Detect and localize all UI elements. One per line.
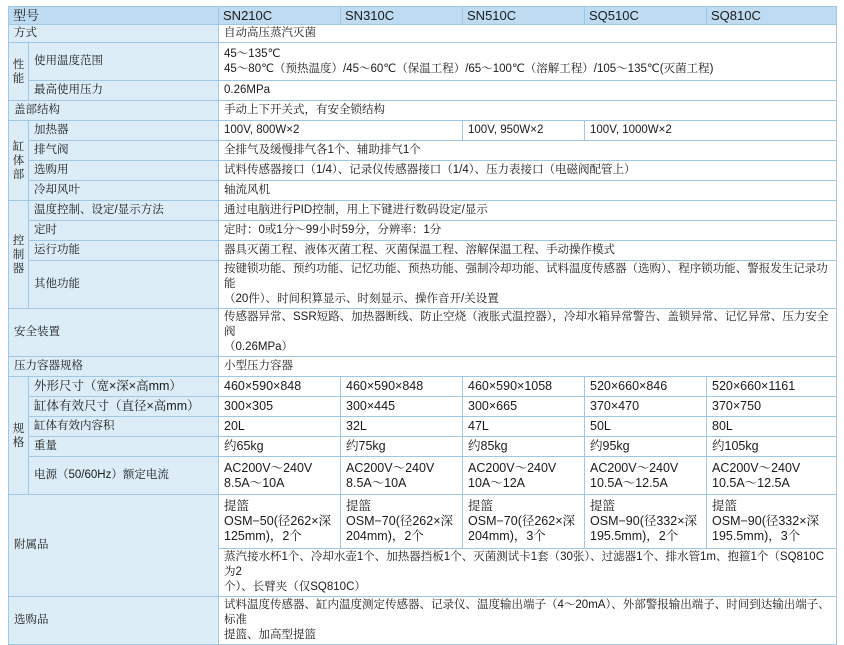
lid-value: 手动上下开关式，有安全锁结构 bbox=[219, 101, 837, 121]
basket-sq810c bbox=[707, 495, 837, 549]
basket-title: 提篮 bbox=[468, 499, 494, 513]
power-current: 8.5A～10A bbox=[346, 475, 407, 490]
basket-model: OSM−90(径332×深 bbox=[590, 514, 698, 528]
basket-qty: 125mm)，2个 bbox=[224, 529, 302, 543]
row-volume bbox=[9, 417, 837, 437]
timer-label: 定时 bbox=[29, 221, 219, 241]
row-temp-range bbox=[9, 43, 837, 81]
volume-sq810c: 80L bbox=[707, 417, 837, 437]
weight-label: 重量 bbox=[29, 437, 219, 457]
row-lid bbox=[9, 101, 837, 121]
timer-value: 定时：0或1分～99小时59分，分辨率：1分 bbox=[219, 221, 837, 241]
row-options bbox=[9, 597, 837, 645]
power-current: 10.5A～12.5A bbox=[590, 475, 668, 490]
temp-control-value: 通过电脑进行PID控制，用上下键进行数码设定/显示 bbox=[219, 201, 837, 221]
basket-title: 提篮 bbox=[224, 499, 250, 513]
dimensions-sn510c: 460×590×1058 bbox=[463, 377, 585, 397]
power-sq810c bbox=[707, 457, 837, 495]
dimensions-label: 外形尺寸（宽×深×高mm） bbox=[29, 377, 219, 397]
model-sq510c: SQ510C bbox=[585, 7, 707, 25]
group-controller: 控制器 bbox=[9, 201, 29, 309]
volume-sn210c: 20L bbox=[219, 417, 341, 437]
basket-model: OSM−50(径262×深 bbox=[224, 514, 332, 528]
header-label: 型号 bbox=[9, 7, 219, 25]
temp-range-value bbox=[219, 43, 837, 81]
temp-range-label: 使用温度范围 bbox=[29, 43, 219, 81]
row-chamber-size bbox=[9, 397, 837, 417]
vessel-value: 小型压力容器 bbox=[219, 357, 837, 377]
row-fan bbox=[9, 181, 837, 201]
other-line1: 按键锁功能、预约功能、记忆功能、预热功能、强制冷却功能、试料温度传感器（选购）、程序锁功能、警报发生记录功能 bbox=[224, 263, 828, 290]
other-line2: （20件）、时间积算显示、时刻显示、操作音开/关设置 bbox=[224, 293, 499, 305]
chamber-size-sq510c: 370×470 bbox=[585, 397, 707, 417]
basket-qty: 204mm)，3个 bbox=[468, 529, 546, 543]
max-pressure-label: 最高使用压力 bbox=[29, 81, 219, 101]
heater-value-sn510: 100V, 950W×2 bbox=[463, 121, 585, 141]
power-voltage: AC200V～240V bbox=[590, 460, 679, 475]
row-other-functions bbox=[9, 261, 837, 309]
volume-label: 缸体有效内容积 bbox=[29, 417, 219, 437]
power-current: 10A～12A bbox=[468, 475, 525, 490]
optional-value: 试料传感器接口（1/4）、记录仪传感器接口（1/4）、压力表接口（电磁阀配管上） bbox=[219, 161, 837, 181]
weight-sq810c: 约105kg bbox=[707, 437, 837, 457]
options-value bbox=[219, 597, 837, 645]
temp-range-line2: 45～80℃（预热温度）/45～60℃（保温工程）/65～100℃（溶解工程）/105～135℃(灭菌工程) bbox=[224, 62, 714, 75]
accessories-line2: 个）、长臂夹（仅SQ810C） bbox=[224, 581, 366, 593]
dimensions-sq510c: 520×660×846 bbox=[585, 377, 707, 397]
chamber-size-sn310c: 300×445 bbox=[341, 397, 463, 417]
accessories-line1: 蒸汽接水杯1个、冷却水壶1个、加热器挡板1个、灭菌测试卡1套（30张）、过滤器1个、排水管1m、抱箍1个（SQ810C为2 bbox=[224, 551, 825, 578]
row-max-pressure bbox=[9, 81, 837, 101]
volume-sn310c: 32L bbox=[341, 417, 463, 437]
exhaust-label: 排气阀 bbox=[29, 141, 219, 161]
options-line1: 试料温度传感器、缸内温度测定传感器、记录仪、温度输出端子（4～20mA）、外部警报输出端子、时间到达输出端子、标准 bbox=[224, 599, 830, 626]
power-voltage: AC200V～240V bbox=[712, 460, 801, 475]
vessel-label: 压力容器规格 bbox=[9, 357, 219, 377]
header-row bbox=[9, 7, 837, 25]
weight-sn210c: 约65kg bbox=[219, 437, 341, 457]
basket-model: OSM−70(径262×深 bbox=[346, 514, 454, 528]
method-label: 方式 bbox=[9, 25, 219, 43]
basket-sn510c bbox=[463, 495, 585, 549]
row-vessel bbox=[9, 357, 837, 377]
row-accessories-baskets bbox=[9, 495, 837, 549]
row-safety bbox=[9, 309, 837, 357]
row-run-functions bbox=[9, 241, 837, 261]
chamber-size-label: 缸体有效尺寸（直径×高mm） bbox=[29, 397, 219, 417]
fan-value: 轴流风机 bbox=[219, 181, 837, 201]
heater-value-sq: 100V, 1000W×2 bbox=[585, 121, 837, 141]
basket-title: 提篮 bbox=[590, 499, 616, 513]
basket-qty: 195.5mm)，3个 bbox=[712, 529, 801, 543]
model-sn510c: SN510C bbox=[463, 7, 585, 25]
power-sn310c bbox=[341, 457, 463, 495]
accessories-common bbox=[219, 549, 837, 597]
group-performance: 性能 bbox=[9, 43, 29, 101]
exhaust-value: 全排气及缓慢排气各1个、辅助排气1个 bbox=[219, 141, 837, 161]
row-heater bbox=[9, 121, 837, 141]
row-power bbox=[9, 457, 837, 495]
model-sq810c: SQ810C bbox=[707, 7, 837, 25]
spec-table bbox=[8, 6, 837, 645]
options-label: 选购品 bbox=[9, 597, 219, 645]
power-current: 8.5A～10A bbox=[224, 475, 285, 490]
volume-sq510c: 50L bbox=[585, 417, 707, 437]
run-label: 运行功能 bbox=[29, 241, 219, 261]
power-sn210c bbox=[219, 457, 341, 495]
group-specs: 规格 bbox=[9, 377, 29, 495]
row-dimensions bbox=[9, 377, 837, 397]
row-optional-ports bbox=[9, 161, 837, 181]
row-timer bbox=[9, 221, 837, 241]
power-voltage: AC200V～240V bbox=[468, 460, 557, 475]
safety-label: 安全装置 bbox=[9, 309, 219, 357]
optional-label: 选购用 bbox=[29, 161, 219, 181]
chamber-size-sn510c: 300×665 bbox=[463, 397, 585, 417]
basket-model: OSM−70(径262×深 bbox=[468, 514, 576, 528]
other-value bbox=[219, 261, 837, 309]
row-exhaust bbox=[9, 141, 837, 161]
max-pressure-value: 0.26MPa bbox=[219, 81, 837, 101]
power-current: 10.5A～12.5A bbox=[712, 475, 790, 490]
weight-sq510c: 约95kg bbox=[585, 437, 707, 457]
model-sn210c: SN210C bbox=[219, 7, 341, 25]
safety-line1: 传感器异常、SSR短路、加热器断线、防止空烧（液胀式温控器），冷却水箱异常警告、盖锁异常、记忆异常、压力安全阀 bbox=[224, 311, 829, 338]
temp-range-line1: 45～135℃ bbox=[224, 47, 281, 60]
basket-sn210c bbox=[219, 495, 341, 549]
run-value: 器具灭菌工程、液体灭菌工程、灭菌保温工程、溶解保温工程、手动操作模式 bbox=[219, 241, 837, 261]
heater-value-sn210-310: 100V, 800W×2 bbox=[219, 121, 463, 141]
options-line2: 提篮、加高型提篮 bbox=[224, 629, 317, 641]
fan-label: 冷却风叶 bbox=[29, 181, 219, 201]
dimensions-sq810c: 520×660×1161 bbox=[707, 377, 837, 397]
power-voltage: AC200V～240V bbox=[346, 460, 435, 475]
dimensions-sn310c: 460×590×848 bbox=[341, 377, 463, 397]
safety-line2: （0.26MPa） bbox=[224, 341, 294, 353]
basket-qty: 204mm)，2个 bbox=[346, 529, 424, 543]
row-temp-control bbox=[9, 201, 837, 221]
chamber-size-sn210c: 300×305 bbox=[219, 397, 341, 417]
accessories-label: 附属品 bbox=[9, 495, 219, 597]
weight-sn310c: 约75kg bbox=[341, 437, 463, 457]
power-voltage: AC200V～240V bbox=[224, 460, 313, 475]
method-value: 自动高压蒸汽灭菌 bbox=[219, 25, 837, 43]
power-sn510c bbox=[463, 457, 585, 495]
lid-label: 盖部结构 bbox=[9, 101, 219, 121]
row-method bbox=[9, 25, 837, 43]
safety-value bbox=[219, 309, 837, 357]
model-sn310c: SN310C bbox=[341, 7, 463, 25]
basket-sn310c bbox=[341, 495, 463, 549]
row-weight bbox=[9, 437, 837, 457]
basket-sq510c bbox=[585, 495, 707, 549]
heater-label: 加热器 bbox=[29, 121, 219, 141]
chamber-size-sq810c: 370×750 bbox=[707, 397, 837, 417]
weight-sn510c: 约85kg bbox=[463, 437, 585, 457]
basket-model: OSM−90(径332×深 bbox=[712, 514, 820, 528]
power-sq510c bbox=[585, 457, 707, 495]
dimensions-sn210c: 460×590×848 bbox=[219, 377, 341, 397]
temp-control-label: 温度控制、设定/显示方法 bbox=[29, 201, 219, 221]
basket-title: 提篮 bbox=[712, 499, 738, 513]
basket-title: 提篮 bbox=[346, 499, 372, 513]
group-chamber: 缸体部 bbox=[9, 121, 29, 201]
power-label: 电源（50/60Hz）额定电流 bbox=[29, 457, 219, 495]
basket-qty: 195.5mm)，2个 bbox=[590, 529, 679, 543]
volume-sn510c: 47L bbox=[463, 417, 585, 437]
other-label: 其他功能 bbox=[29, 261, 219, 309]
